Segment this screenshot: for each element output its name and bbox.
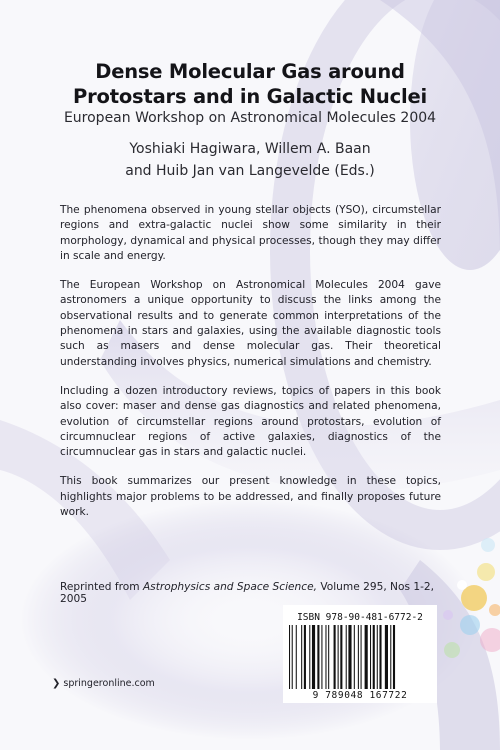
isbn-barcode-block	[283, 605, 437, 703]
editors-line2: and Huib Jan van Langevelde (Eds.)	[125, 163, 375, 179]
blurb-paragraph-2: The European Workshop on Astronomical Molecules 2004 gave astronomers a unique opportunity to discuss the links among the observational results and to generate common interpretations of the phenomena in stars and galaxies, using the available diagnostic tools such as masers and dense molecular gas. Their theoretical understanding involves physics, numerical simulations and chemistry.	[60, 279, 441, 368]
blurb-paragraph-4: This book summarizes our present knowledge in these topics, highlights major problems to be addressed, and finally proposes future work.	[60, 475, 441, 519]
barcode-digits: 9 789048 167722	[312, 690, 408, 701]
blurb-paragraph-1: The phenomena observed in young stellar objects (YSO), circumstellar regions and extra-galactic nuclei show some similarity in their morphology, dynamical and physical processes, though they may differ in scale and energy.	[60, 204, 441, 262]
isbn-label: ISBN 978-90-481-6772-2	[297, 612, 423, 623]
reprint-prefix: Reprinted from	[60, 581, 143, 593]
blurb	[60, 203, 441, 534]
book-title-line1: Dense Molecular Gas around	[95, 60, 405, 83]
book-subtitle: European Workshop on Astronomical Molecules 2004	[63, 110, 437, 126]
reprint-note	[60, 581, 450, 605]
barcode	[287, 625, 433, 689]
blurb-paragraph-3: Including a dozen introductory reviews, topics of papers in this book also cover: maser and dense gas diagnostics and related phenomena, evolution of circumstellar regions around protostars, evolution of circumnuclear regions of active galaxies, diagnostics of the circumnuclear gas in stars and galactic nuclei.	[60, 384, 441, 459]
publisher-url: springeronline.com	[63, 678, 155, 689]
reprint-suffix: Volume 295, Nos 1-2, 2005	[60, 581, 435, 605]
chevron-right-icon: ❯	[52, 678, 61, 689]
reprint-journal: Astrophysics and Space Science,	[142, 581, 317, 593]
editors-line1: Yoshiaki Hagiwara, Willem A. Baan	[129, 141, 371, 157]
book-title-line2: Protostars and in Galactic Nuclei	[73, 85, 427, 108]
publisher-link[interactable]	[52, 678, 155, 689]
